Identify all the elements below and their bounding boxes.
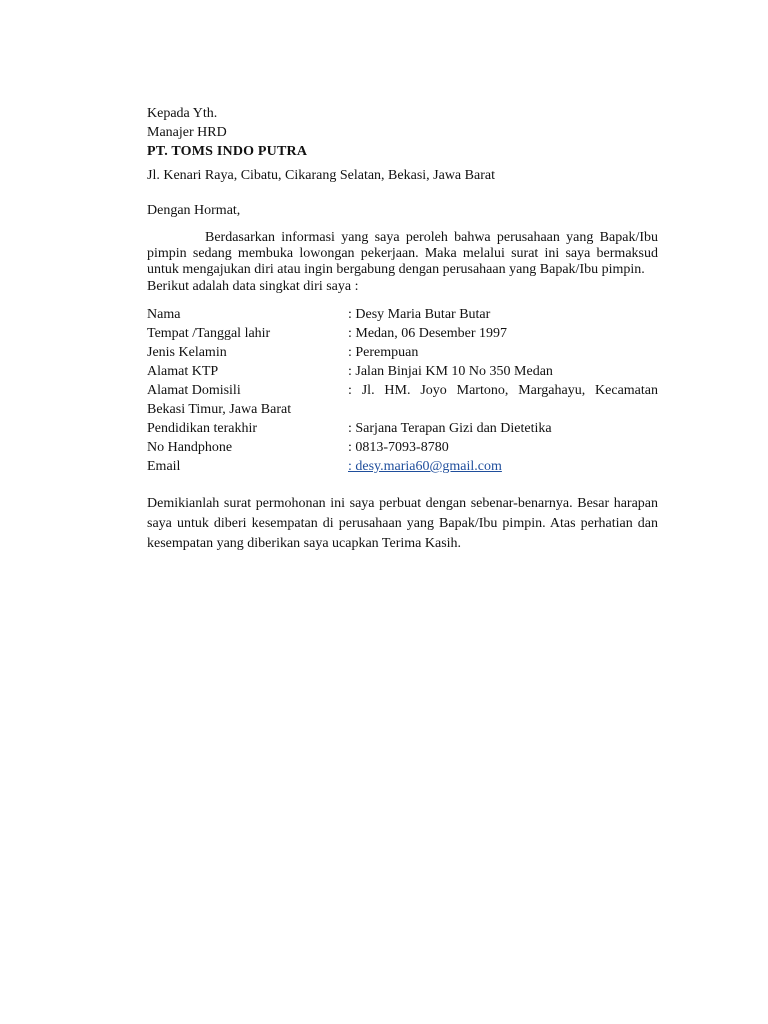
data-label: Alamat Domisili bbox=[147, 383, 241, 398]
data-row-alamat-domisili bbox=[147, 381, 658, 400]
recipient-to-line: Kepada Yth. bbox=[147, 106, 218, 121]
data-label: Tempat /Tanggal lahir bbox=[147, 326, 271, 341]
data-value: : Perempuan bbox=[348, 345, 419, 360]
data-label: Email bbox=[147, 459, 181, 474]
data-label: No Handphone bbox=[147, 440, 233, 455]
greeting: Dengan Hormat, bbox=[147, 203, 241, 218]
intro-paragraph: Berdasarkan informasi yang saya peroleh bahwa perusahaan yang Bapak/Ibu pimpin sedang membuka lowongan pekerjaan. Maka melalui surat ini saya bermaksud untuk mengajukan diri atau ingin bergabung dengan perusahaan yang Bapak/Ibu pimpin. bbox=[147, 230, 658, 277]
data-row-alamat-ktp bbox=[147, 362, 658, 381]
data-row-ttl bbox=[147, 324, 658, 343]
data-label: Alamat KTP bbox=[147, 364, 219, 379]
recipient-position: Manajer HRD bbox=[147, 125, 227, 140]
data-value: : Jl. HM. Joyo Martono, Margahayu, Kecamatan bbox=[348, 383, 658, 398]
closing-paragraph: Demikianlah surat permohonan ini saya perbuat dengan sebenar-benarnya. Besar harapan saya untuk diberi kesempatan di perusahaan yang Bapak/Ibu pimpin. Atas perhatian dan kesempatan yang diberikan saya ucapkan Terima Kasih. bbox=[147, 496, 658, 551]
data-label: Jenis Kelamin bbox=[147, 345, 227, 360]
data-value: : Desy Maria Butar Butar bbox=[348, 307, 491, 322]
data-row-jenis-kelamin bbox=[147, 343, 658, 362]
data-intro: Berikut adalah data singkat diri saya : bbox=[147, 279, 359, 294]
data-row-nama bbox=[147, 305, 658, 324]
recipient-company: PT. TOMS INDO PUTRA bbox=[147, 144, 308, 159]
data-row-pendidikan bbox=[147, 419, 658, 438]
letter-page bbox=[147, 104, 658, 554]
data-row-email bbox=[147, 457, 658, 476]
data-label: Pendidikan terakhir bbox=[147, 421, 258, 436]
data-label: Nama bbox=[147, 307, 181, 322]
recipient-address: Jl. Kenari Raya, Cibatu, Cikarang Selatan, Bekasi, Jawa Barat bbox=[147, 168, 495, 183]
data-value: : Medan, 06 Desember 1997 bbox=[348, 326, 508, 341]
data-value: : Jalan Binjai KM 10 No 350 Medan bbox=[348, 364, 553, 379]
data-row-alamat-domisili-continuation: Bekasi Timur, Jawa Barat bbox=[147, 402, 292, 417]
email-link[interactable]: : desy.maria60@gmail.com bbox=[348, 459, 502, 474]
personal-data-table bbox=[147, 305, 658, 476]
data-value: : 0813-7093-8780 bbox=[348, 440, 449, 455]
data-row-no-hp bbox=[147, 438, 658, 457]
data-value: : Sarjana Terapan Gizi dan Dietetika bbox=[348, 421, 552, 436]
